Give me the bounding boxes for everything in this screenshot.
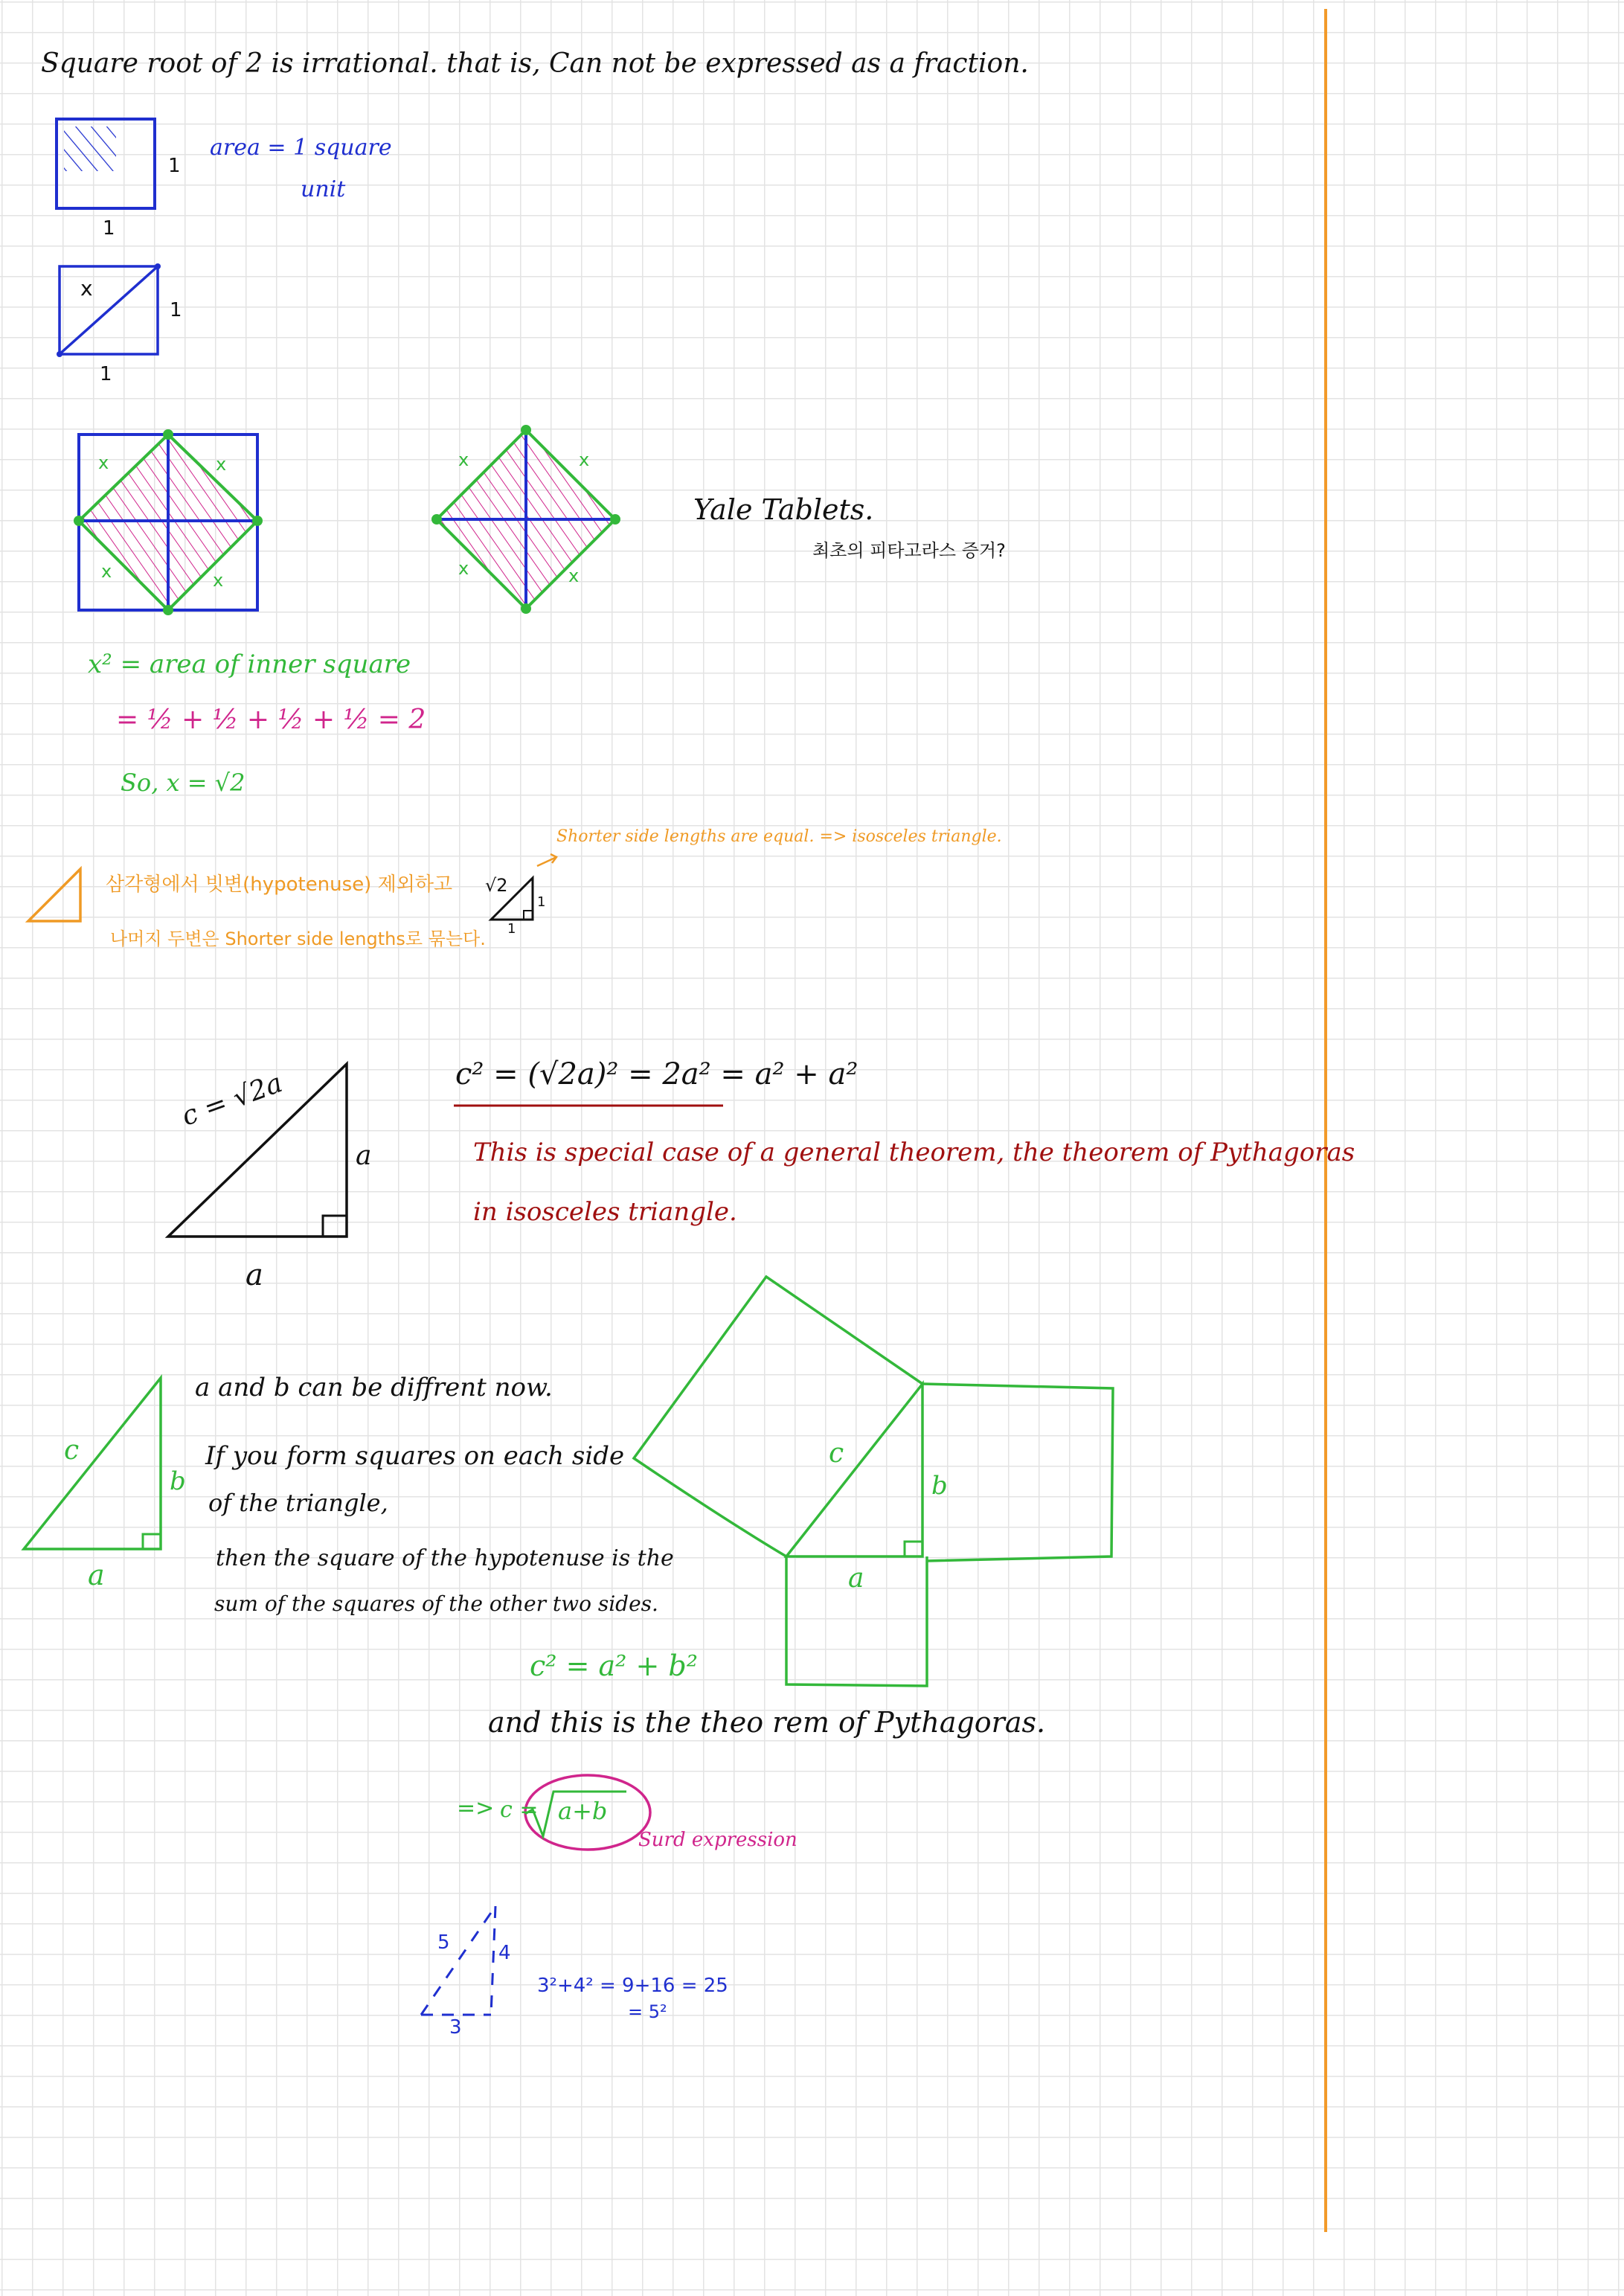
general-text-5: sum of the squares of the other two sides. xyxy=(214,1591,658,1616)
inner-x-label-2: x xyxy=(216,454,227,475)
orange-triangle xyxy=(28,869,80,921)
c-equals-label: c = xyxy=(500,1797,539,1823)
general-text-4: then the square of the hypotenuse is the xyxy=(216,1545,674,1571)
example-triangle-figure xyxy=(421,1906,495,2015)
diamond-x-label-3: x xyxy=(458,558,469,579)
surd-radicand: a+b xyxy=(558,1797,608,1825)
square-on-b xyxy=(922,1384,1113,1561)
bottom-a-label: a xyxy=(245,1258,263,1292)
pythagoras-formula: c² = a² + b² xyxy=(530,1649,698,1682)
inner-x-label-4: x xyxy=(213,570,224,591)
pythagoras-squares-figure xyxy=(634,1277,1113,1686)
general-text-3: of the triangle, xyxy=(208,1489,388,1517)
side-a-label: a xyxy=(356,1141,372,1171)
yale-tablets-title: Yale Tablets. xyxy=(693,493,874,526)
calc-line-3: So, x = √2 xyxy=(121,769,245,797)
calc-line-1: x² = area of inner square xyxy=(88,650,411,679)
korean-note-line2: 나머지 두변은 Shorter side lengths로 묶는다. xyxy=(110,929,486,949)
diamond-x-label-4: x xyxy=(568,565,580,586)
diagonal-line xyxy=(60,266,158,354)
special-case-line2: in isosceles triangle. xyxy=(473,1197,737,1227)
hypotenuse-label: c = √2a xyxy=(177,1068,287,1132)
diamond-x-label-2: x xyxy=(579,449,590,470)
special-case-line1: This is special case of a general theorem, the theorem of Pythagoras xyxy=(473,1138,1355,1167)
general-c-label: c xyxy=(64,1435,80,1466)
diagonal-bottom-label: 1 xyxy=(100,363,112,385)
example-label-4: 4 xyxy=(498,1942,511,1964)
general-a-label: a xyxy=(88,1559,105,1591)
implies-arrow: => xyxy=(457,1795,495,1821)
small-triangle-side-label: 1 xyxy=(537,894,546,910)
diagonal-square-figure xyxy=(57,263,161,357)
diamond-x-label-1: x xyxy=(458,449,469,470)
general-text-1: a and b can be diffrent now. xyxy=(195,1373,553,1402)
area-label-line1: area = 1 square xyxy=(210,135,392,161)
figure-c-label: c xyxy=(829,1438,844,1469)
figure-a-label: a xyxy=(848,1563,864,1594)
unit-square-hatching xyxy=(64,126,116,171)
example-calc-line1: 3²+4² = 9+16 = 25 xyxy=(537,1975,728,1997)
shorter-sides-note: Shorter side lengths are equal. => isosceles triangle. xyxy=(556,827,1002,846)
calc-line-2: = ½ + ½ + ½ + ½ = 2 xyxy=(116,705,426,735)
unit-square-side-label: 1 xyxy=(168,155,181,177)
general-text-2: If you form squares on each side xyxy=(205,1441,625,1471)
example-calc-line2: = 5² xyxy=(628,2001,667,2022)
page-heading: Square root of 2 is irrational. that is, Can not be expressed as a fraction. xyxy=(41,48,1029,79)
area-label-line2: unit xyxy=(301,176,346,202)
unit-square-figure xyxy=(57,119,155,208)
example-label-5: 5 xyxy=(437,1931,450,1954)
inner-x-label-1: x xyxy=(98,452,109,473)
diagonal-side-label: 1 xyxy=(170,299,182,321)
figure-b-label: b xyxy=(931,1471,948,1501)
inner-x-label-3: x xyxy=(101,561,112,582)
general-b-label: b xyxy=(170,1466,186,1496)
special-equation: c² = (√2a)² = 2a² = a² + a² xyxy=(455,1057,858,1091)
small-triangle-bottom-label: 1 xyxy=(507,921,516,937)
diagonal-x-label: x xyxy=(80,276,93,301)
square-on-c xyxy=(634,1277,922,1556)
unit-square-bottom-label: 1 xyxy=(103,217,115,240)
yale-korean-note: 최초의 피타고라스 증거? xyxy=(812,540,1006,561)
general-triangle-figure xyxy=(24,1378,161,1549)
surd-expression-label: Surd expression xyxy=(638,1829,797,1851)
small-triangle-hyp-label: √2 xyxy=(485,875,508,896)
example-label-3: 3 xyxy=(449,2016,462,2039)
pythagoras-conclusion: and this is the theo rem of Pythagoras. xyxy=(488,1706,1046,1739)
korean-note-line1: 삼각형에서 빗변(hypotenuse) 제외하고 xyxy=(106,873,453,896)
